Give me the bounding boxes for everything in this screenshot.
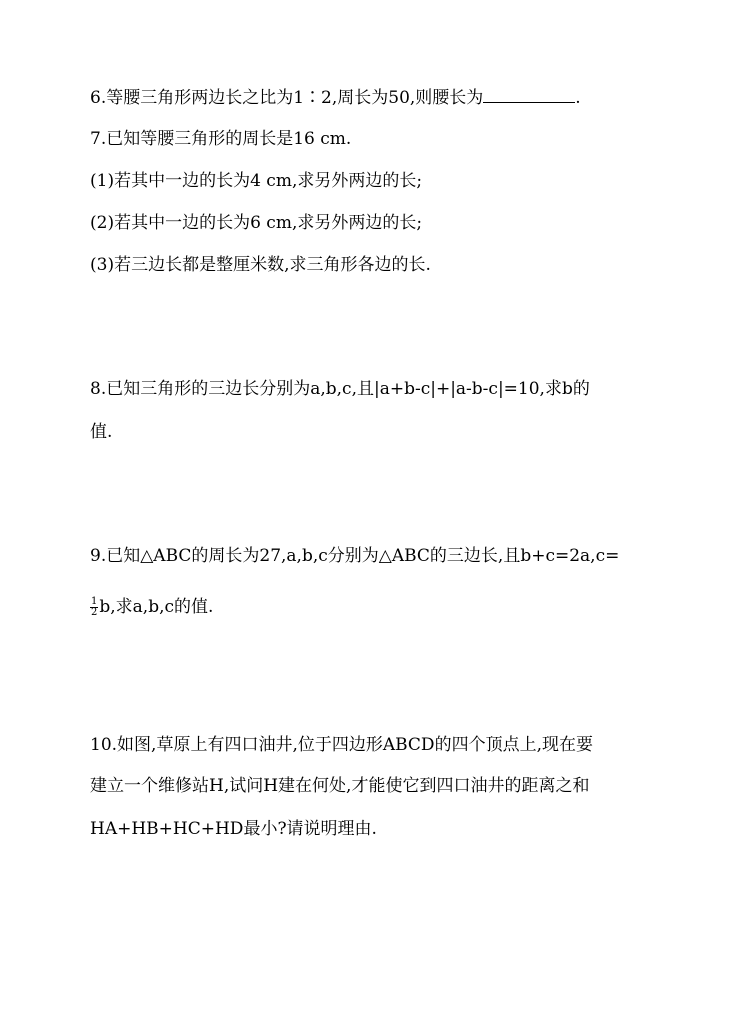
question-8-line-1: 8.已知三角形的三边长分别为a,b,c,且|a+b-c|+|a-b-c|=10,求b的 — [90, 379, 590, 399]
question-6-text: 6.等腰三角形两边长之比为1∶2,周长为50,则腰长为 — [90, 88, 484, 108]
question-7-stem: 7.已知等腰三角形的周长是16 cm. — [90, 129, 352, 149]
question-9-line-1: 9.已知△ABC的周长为27,a,b,c分别为△ABC的三边长,且b+c=2a,c= — [90, 546, 620, 566]
question-9-line-2-text: b,求a,b,c的值. — [99, 597, 214, 617]
fraction-numerator: 1 — [91, 596, 98, 607]
question-6 — [90, 86, 581, 109]
question-7-part-1: (1)若其中一边的长为4 cm,求另外两边的长; — [90, 171, 423, 191]
question-9-line-2 — [90, 596, 213, 618]
question-7-part-2: (2)若其中一边的长为6 cm,求另外两边的长; — [90, 213, 423, 233]
question-10-line-1: 10.如图,草原上有四口油井,位于四边形ABCD的四个顶点上,现在要 — [90, 735, 593, 755]
question-6-end: . — [575, 88, 581, 108]
question-8-line-2: 值. — [90, 422, 113, 442]
fraction-denominator: 2 — [91, 607, 98, 618]
fraction-one-half — [90, 597, 98, 618]
question-7-part-3: (3)若三边长都是整厘米数,求三角形各边的长. — [90, 255, 431, 275]
answer-blank[interactable] — [483, 86, 575, 103]
question-10-line-3: HA+HB+HC+HD最小?请说明理由. — [90, 819, 377, 839]
question-10-line-2: 建立一个维修站H,试问H建在何处,才能使它到四口油井的距离之和 — [90, 776, 590, 796]
